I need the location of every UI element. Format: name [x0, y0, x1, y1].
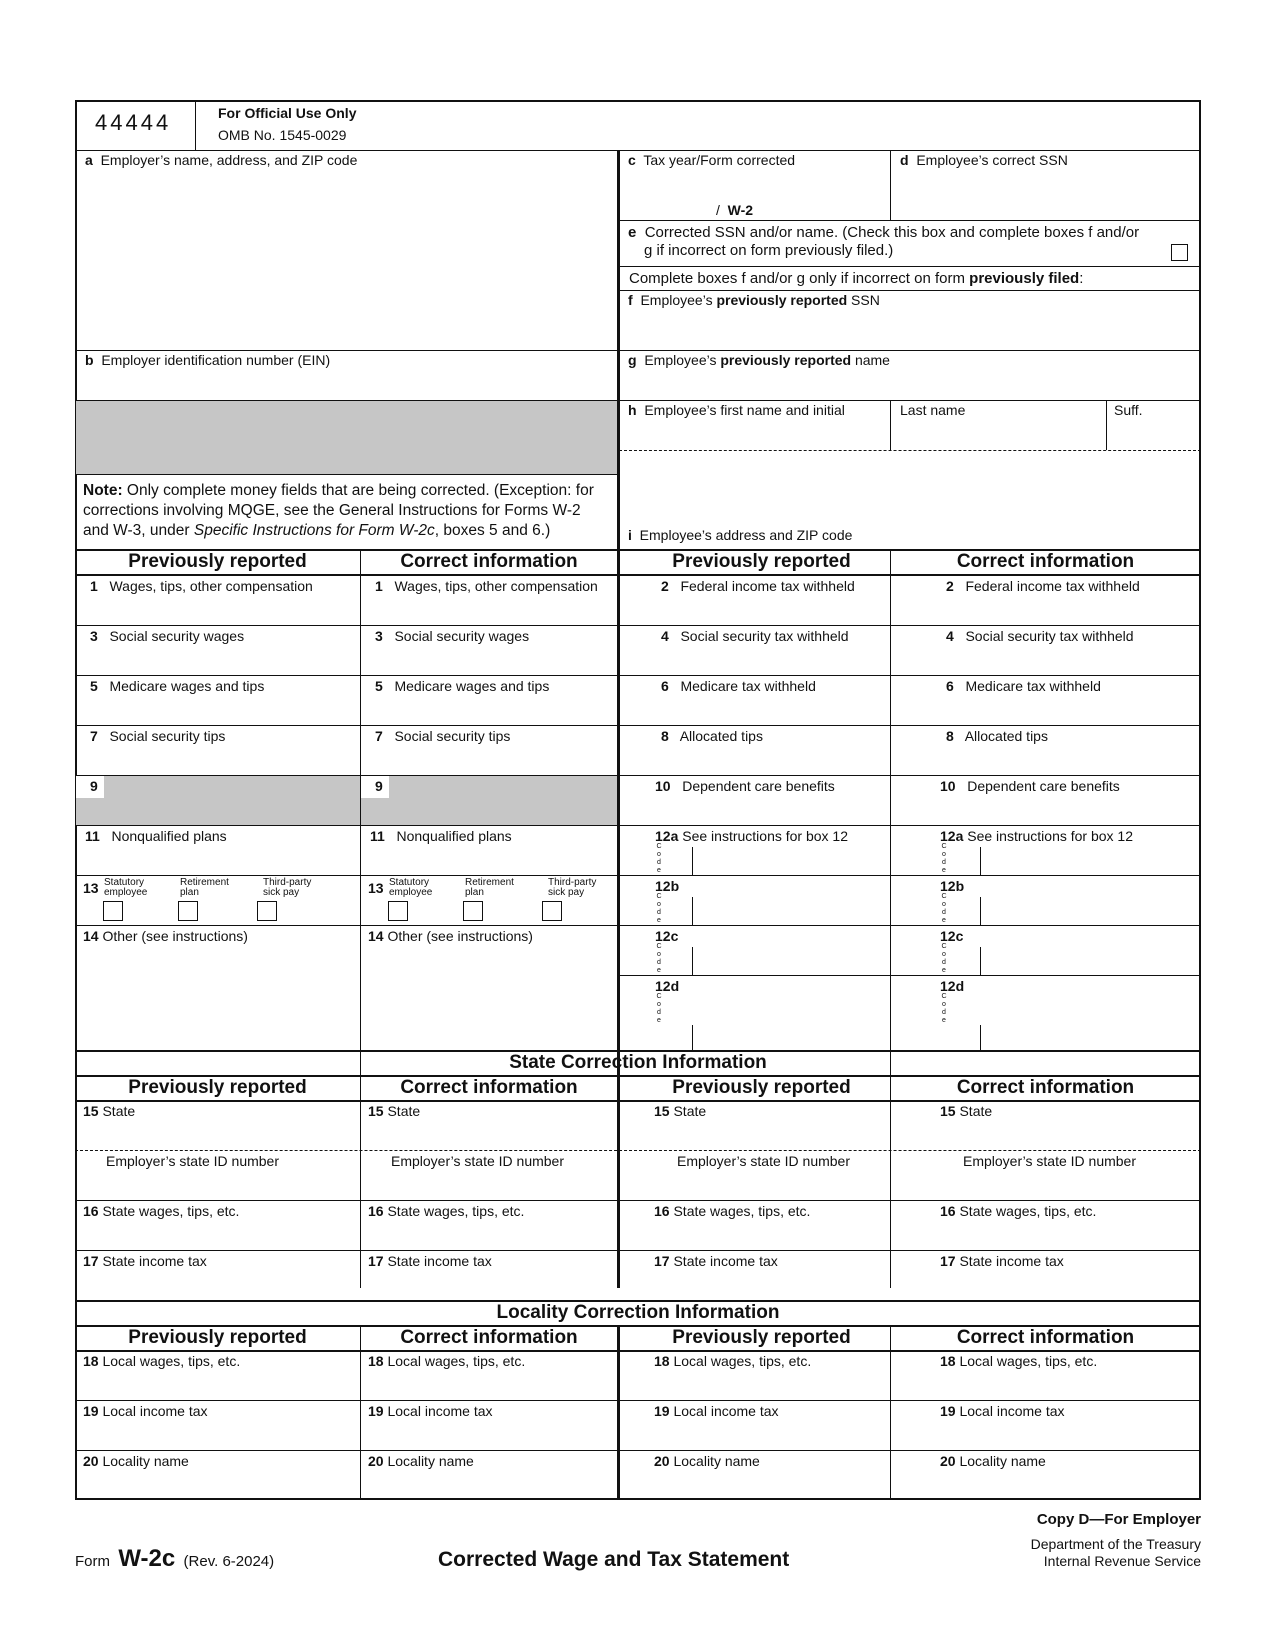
box-5-prev-label: 5 Medicare wages and tips	[90, 678, 265, 694]
locality-row-line-1	[75, 1400, 1201, 1401]
box-17-label-4: 17 State income tax	[940, 1253, 1064, 1269]
state-colhdr-correct-1: Correct information	[400, 1077, 578, 1098]
code-12d-correct: C o d e	[941, 993, 947, 1024]
code-divider-12b-prev	[692, 897, 693, 925]
box-9-prev-shade	[76, 776, 360, 825]
row-line-8-right	[619, 975, 1201, 976]
box-e-line1: e Corrected SSN and/or name. (Check this box and complete boxes f and/or	[628, 224, 1140, 241]
line-note-f	[619, 290, 1201, 291]
box-19-label-1: 19 Local income tax	[83, 1403, 208, 1419]
box-c-field[interactable]	[621, 170, 889, 218]
box-2-prev-label: 2 Federal income tax withheld	[661, 578, 855, 594]
box-17-label-3: 17 State income tax	[654, 1253, 778, 1269]
locality-row-line-2	[75, 1450, 1201, 1451]
footer-form-name: W-2c	[118, 1545, 176, 1572]
locality-section-title: Locality Correction Information	[496, 1302, 780, 1323]
box-20-label-3: 20 Locality name	[654, 1453, 760, 1469]
official-use-label: For Official Use Only	[218, 105, 357, 121]
box-i-field[interactable]	[621, 452, 1199, 520]
box-4-correct-label: 4 Social security tax withheld	[946, 628, 1134, 644]
box-16-label-1: 16 State wages, tips, etc.	[83, 1203, 240, 1219]
box-b-label: b Employer identification number (EIN)	[85, 352, 331, 368]
w2c-form	[75, 100, 1201, 1500]
box-12a-prev-label: 12a See instructions for box 12	[655, 828, 849, 844]
box-g-field[interactable]	[621, 370, 1199, 398]
box-6-correct-label: 6 Medicare tax withheld	[946, 678, 1101, 694]
state-colhdr-prev-2: Previously reported	[672, 1077, 851, 1098]
line-cd-e	[619, 220, 1201, 221]
box-14-correct-label: 14 Other (see instructions)	[368, 928, 533, 944]
box-15-label-3: 15 State	[654, 1103, 707, 1119]
box-12c-prev-label: 12c	[655, 928, 679, 944]
header-divider	[195, 100, 196, 150]
code-12b-prev: C o d e	[656, 893, 662, 924]
line-locality-colhdr-bottom	[75, 1350, 1201, 1352]
box-20-label-4: 20 Locality name	[940, 1453, 1046, 1469]
box-15-label-2: 15 State	[368, 1103, 421, 1119]
box-15-label-4: 15 State	[940, 1103, 993, 1119]
footer-form-id: Form W-2c (Rev. 6-2024)	[75, 1545, 275, 1572]
row-line-7-right	[619, 925, 1201, 926]
box-9-correct-num: 9	[375, 778, 383, 794]
box-b-field[interactable]	[76, 370, 616, 400]
employer-state-id-4: Employer’s state ID number	[963, 1153, 1136, 1169]
code-divider-12a-correct	[980, 847, 981, 875]
box-d-label: d Employee’s correct SSN	[900, 152, 1068, 168]
box-f-label: f Employee’s previously reported SSN	[628, 292, 880, 308]
locality-colhdr-prev-1: Previously reported	[128, 1327, 307, 1348]
box-9-prev-num: 9	[90, 778, 98, 794]
state-row-line-1	[75, 1200, 1201, 1201]
box-3-correct-label: 3 Social security wages	[375, 628, 530, 644]
box-10-prev-label: 10 Dependent care benefits	[655, 778, 835, 794]
box-13-prev-retirement-checkbox[interactable]	[178, 901, 198, 921]
shaded-area	[76, 401, 618, 474]
box-15-label-1: 15 State	[83, 1103, 136, 1119]
state-col-div-1	[360, 1075, 361, 1288]
colhdr-correct-2: Correct information	[956, 551, 1135, 572]
box-7-correct-label: 7 Social security tips	[375, 728, 511, 744]
box-9-correct-shade	[361, 776, 617, 825]
box-16-label-2: 16 State wages, tips, etc.	[368, 1203, 525, 1219]
note-line-2: corrections involving MQGE, see the General Instructions for Forms W-2	[83, 502, 581, 519]
box-1-correct-label: 1 Wages, tips, other compensation	[375, 578, 598, 594]
box-13-prev-thirdparty-checkbox[interactable]	[257, 901, 277, 921]
code-12c-prev: C o d e	[656, 943, 662, 974]
box-16-label-3: 16 State wages, tips, etc.	[654, 1203, 811, 1219]
box-2-correct-label: 2 Federal income tax withheld	[946, 578, 1140, 594]
line-colhdr-bottom	[75, 574, 1201, 576]
box-13-prev-statutory-checkbox[interactable]	[103, 901, 123, 921]
box-19-label-2: 19 Local income tax	[368, 1403, 493, 1419]
box-18-label-4: 18 Local wages, tips, etc.	[940, 1353, 1098, 1369]
state-section-title: State Correction Information	[509, 1052, 767, 1073]
box-13-correct-thirdparty-checkbox[interactable]	[542, 901, 562, 921]
divider-c-d	[890, 150, 891, 220]
code-12d-prev: C o d e	[656, 993, 662, 1024]
state-colhdr-correct-2: Correct information	[956, 1077, 1135, 1098]
suffix-label: Suff.	[1114, 402, 1143, 418]
locality-colhdr-prev-2: Previously reported	[672, 1327, 851, 1348]
box-14-correct-field[interactable]	[362, 946, 616, 1046]
box-14-prev-field[interactable]	[76, 946, 359, 1046]
box-17-label-2: 17 State income tax	[368, 1253, 492, 1269]
box-d-field[interactable]	[892, 170, 1198, 218]
box-13-prev-statutory: Statutory employee	[104, 877, 148, 898]
omb-number: OMB No. 1545-0029	[218, 127, 347, 143]
box-17-label-1: 17 State income tax	[83, 1253, 207, 1269]
row-line-7-left	[75, 925, 618, 926]
locality-col-div-1	[360, 1325, 361, 1500]
box-f-field[interactable]	[621, 310, 1199, 348]
box-a-field[interactable]	[76, 170, 616, 350]
box-c-form: / W-2	[716, 202, 754, 218]
code-12b-correct: C o d e	[941, 893, 947, 924]
box-h-suff-field[interactable]	[1108, 420, 1198, 448]
box-13-correct-retirement: Retirement plan	[465, 877, 514, 898]
box-11-correct-label: 11 Nonqualified plans	[370, 828, 512, 844]
code-12a-prev: C o d e	[656, 843, 662, 874]
state-row-line-2	[75, 1250, 1201, 1251]
row-line-3	[75, 725, 1201, 726]
dashed-h-i	[619, 450, 1201, 451]
row-line-5	[75, 825, 1201, 826]
colhdr-prev-1: Previously reported	[128, 551, 307, 572]
state-center-divider	[617, 1075, 620, 1288]
state-col-div-3	[890, 1075, 891, 1288]
box-12a-correct-label: 12a See instructions for box 12	[940, 828, 1134, 844]
line-f-g	[619, 350, 1201, 351]
complete-boxes-note: Complete boxes f and/or g only if incorrect on form previously filed:	[629, 270, 1084, 287]
state-dashed-line	[75, 1150, 1201, 1151]
box-18-label-3: 18 Local wages, tips, etc.	[654, 1353, 812, 1369]
employer-state-id-1: Employer’s state ID number	[106, 1153, 279, 1169]
box-19-label-3: 19 Local income tax	[654, 1403, 779, 1419]
note-line-3: and W-3, under Specific Instructions for Form W-2c, boxes 5 and 6.)	[83, 522, 551, 539]
box-12c-correct-label: 12c	[940, 928, 964, 944]
box-1-prev-label: 1 Wages, tips, other compensation	[90, 578, 313, 594]
box-12d-prev-label: 12d	[655, 978, 680, 994]
locality-center-divider	[617, 1325, 620, 1500]
box-13-correct-statutory: Statutory employee	[389, 877, 433, 898]
box-a-label: a Employer’s name, address, and ZIP code	[85, 152, 358, 168]
header-bottom-line	[75, 150, 1201, 151]
code-divider-12d-prev	[692, 1025, 693, 1050]
footer-dept: Department of the Treasury	[1030, 1536, 1201, 1552]
box-5-correct-label: 5 Medicare wages and tips	[375, 678, 550, 694]
line-g-h	[619, 400, 1201, 401]
code-12a-correct: C o d e	[941, 843, 947, 874]
box-c-label: c Tax year/Form corrected	[628, 152, 796, 168]
box-7-prev-label: 7 Social security tips	[90, 728, 226, 744]
box-8-correct-label: 8 Allocated tips	[946, 728, 1048, 744]
row-line-6	[75, 875, 1201, 876]
box-13-correct-thirdparty: Third-party sick pay	[548, 877, 597, 898]
locality-col-div-3	[890, 1325, 891, 1500]
footer-copy: Copy D—For Employer	[1036, 1511, 1201, 1528]
code-divider-12c-prev	[692, 947, 693, 975]
box-h-label: h Employee’s first name and initial	[628, 402, 845, 418]
box-12b-correct-label: 12b	[940, 878, 965, 894]
footer-title: Corrected Wage and Tax Statement	[438, 1548, 790, 1571]
footer-irs: Internal Revenue Service	[1043, 1553, 1201, 1569]
box-8-prev-label: 8 Allocated tips	[661, 728, 763, 744]
box-12d-correct-label: 12d	[940, 978, 965, 994]
box-10-correct-label: 10 Dependent care benefits	[940, 778, 1120, 794]
box-20-label-2: 20 Locality name	[368, 1453, 474, 1469]
box-14-prev-label: 14 Other (see instructions)	[83, 928, 248, 944]
box-18-label-2: 18 Local wages, tips, etc.	[368, 1353, 526, 1369]
line-a-b	[75, 350, 618, 351]
box-g-label: g Employee’s previously reported name	[628, 352, 890, 368]
box-6-prev-label: 6 Medicare tax withheld	[661, 678, 816, 694]
box-13-prev-num: 13	[83, 880, 99, 896]
code-divider-12b-correct	[980, 897, 981, 925]
box-16-label-4: 16 State wages, tips, etc.	[940, 1203, 1097, 1219]
line-state-colhdr-bottom	[75, 1100, 1201, 1102]
box-h-first-field[interactable]	[621, 420, 889, 448]
box-h-last-field[interactable]	[892, 420, 1104, 448]
line-e-note	[619, 266, 1201, 267]
box-20-label-1: 20 Locality name	[83, 1453, 189, 1469]
code-divider-12a-prev	[692, 847, 693, 875]
box-12b-prev-label: 12b	[655, 878, 680, 894]
box-4-prev-label: 4 Social security tax withheld	[661, 628, 849, 644]
box-3-prev-label: 3 Social security wages	[90, 628, 245, 644]
employer-state-id-3: Employer’s state ID number	[677, 1153, 850, 1169]
box-e-line2: g if incorrect on form previously filed.)	[644, 242, 894, 259]
box-13-prev-retirement: Retirement plan	[180, 877, 229, 898]
code-divider-12d-correct	[980, 1025, 981, 1050]
box-e-checkbox[interactable]	[1171, 244, 1188, 261]
divider-last-suff	[1106, 400, 1107, 450]
locality-colhdr-correct-1: Correct information	[400, 1327, 578, 1348]
code-12c-correct: C o d e	[941, 943, 947, 974]
box-18-label-1: 18 Local wages, tips, etc.	[83, 1353, 241, 1369]
locality-colhdr-correct-2: Correct information	[956, 1327, 1135, 1348]
row-line-1	[75, 625, 1201, 626]
box-i-label: i Employee’s address and ZIP code	[628, 527, 853, 543]
box-13-correct-num: 13	[368, 880, 384, 896]
box-13-correct-retirement-checkbox[interactable]	[463, 901, 483, 921]
employer-state-id-2: Employer’s state ID number	[391, 1153, 564, 1169]
box-13-prev-thirdparty: Third-party sick pay	[263, 877, 312, 898]
code-divider-12c-correct	[980, 947, 981, 975]
form-code: 44444	[95, 110, 172, 135]
line-shade-note	[75, 474, 618, 475]
colhdr-prev-2: Previously reported	[672, 551, 851, 572]
box-19-label-4: 19 Local income tax	[940, 1403, 1065, 1419]
note-line-1: Note: Only complete money fields that are being corrected. (Exception: for	[83, 482, 594, 499]
box-11-prev-label: 11 Nonqualified plans	[85, 828, 227, 844]
box-13-correct-statutory-checkbox[interactable]	[388, 901, 408, 921]
row-line-2	[75, 675, 1201, 676]
last-name-label: Last name	[900, 402, 966, 418]
divider-h-last	[890, 400, 891, 450]
colhdr-correct-1: Correct information	[400, 551, 578, 572]
state-colhdr-prev-1: Previously reported	[128, 1077, 307, 1098]
